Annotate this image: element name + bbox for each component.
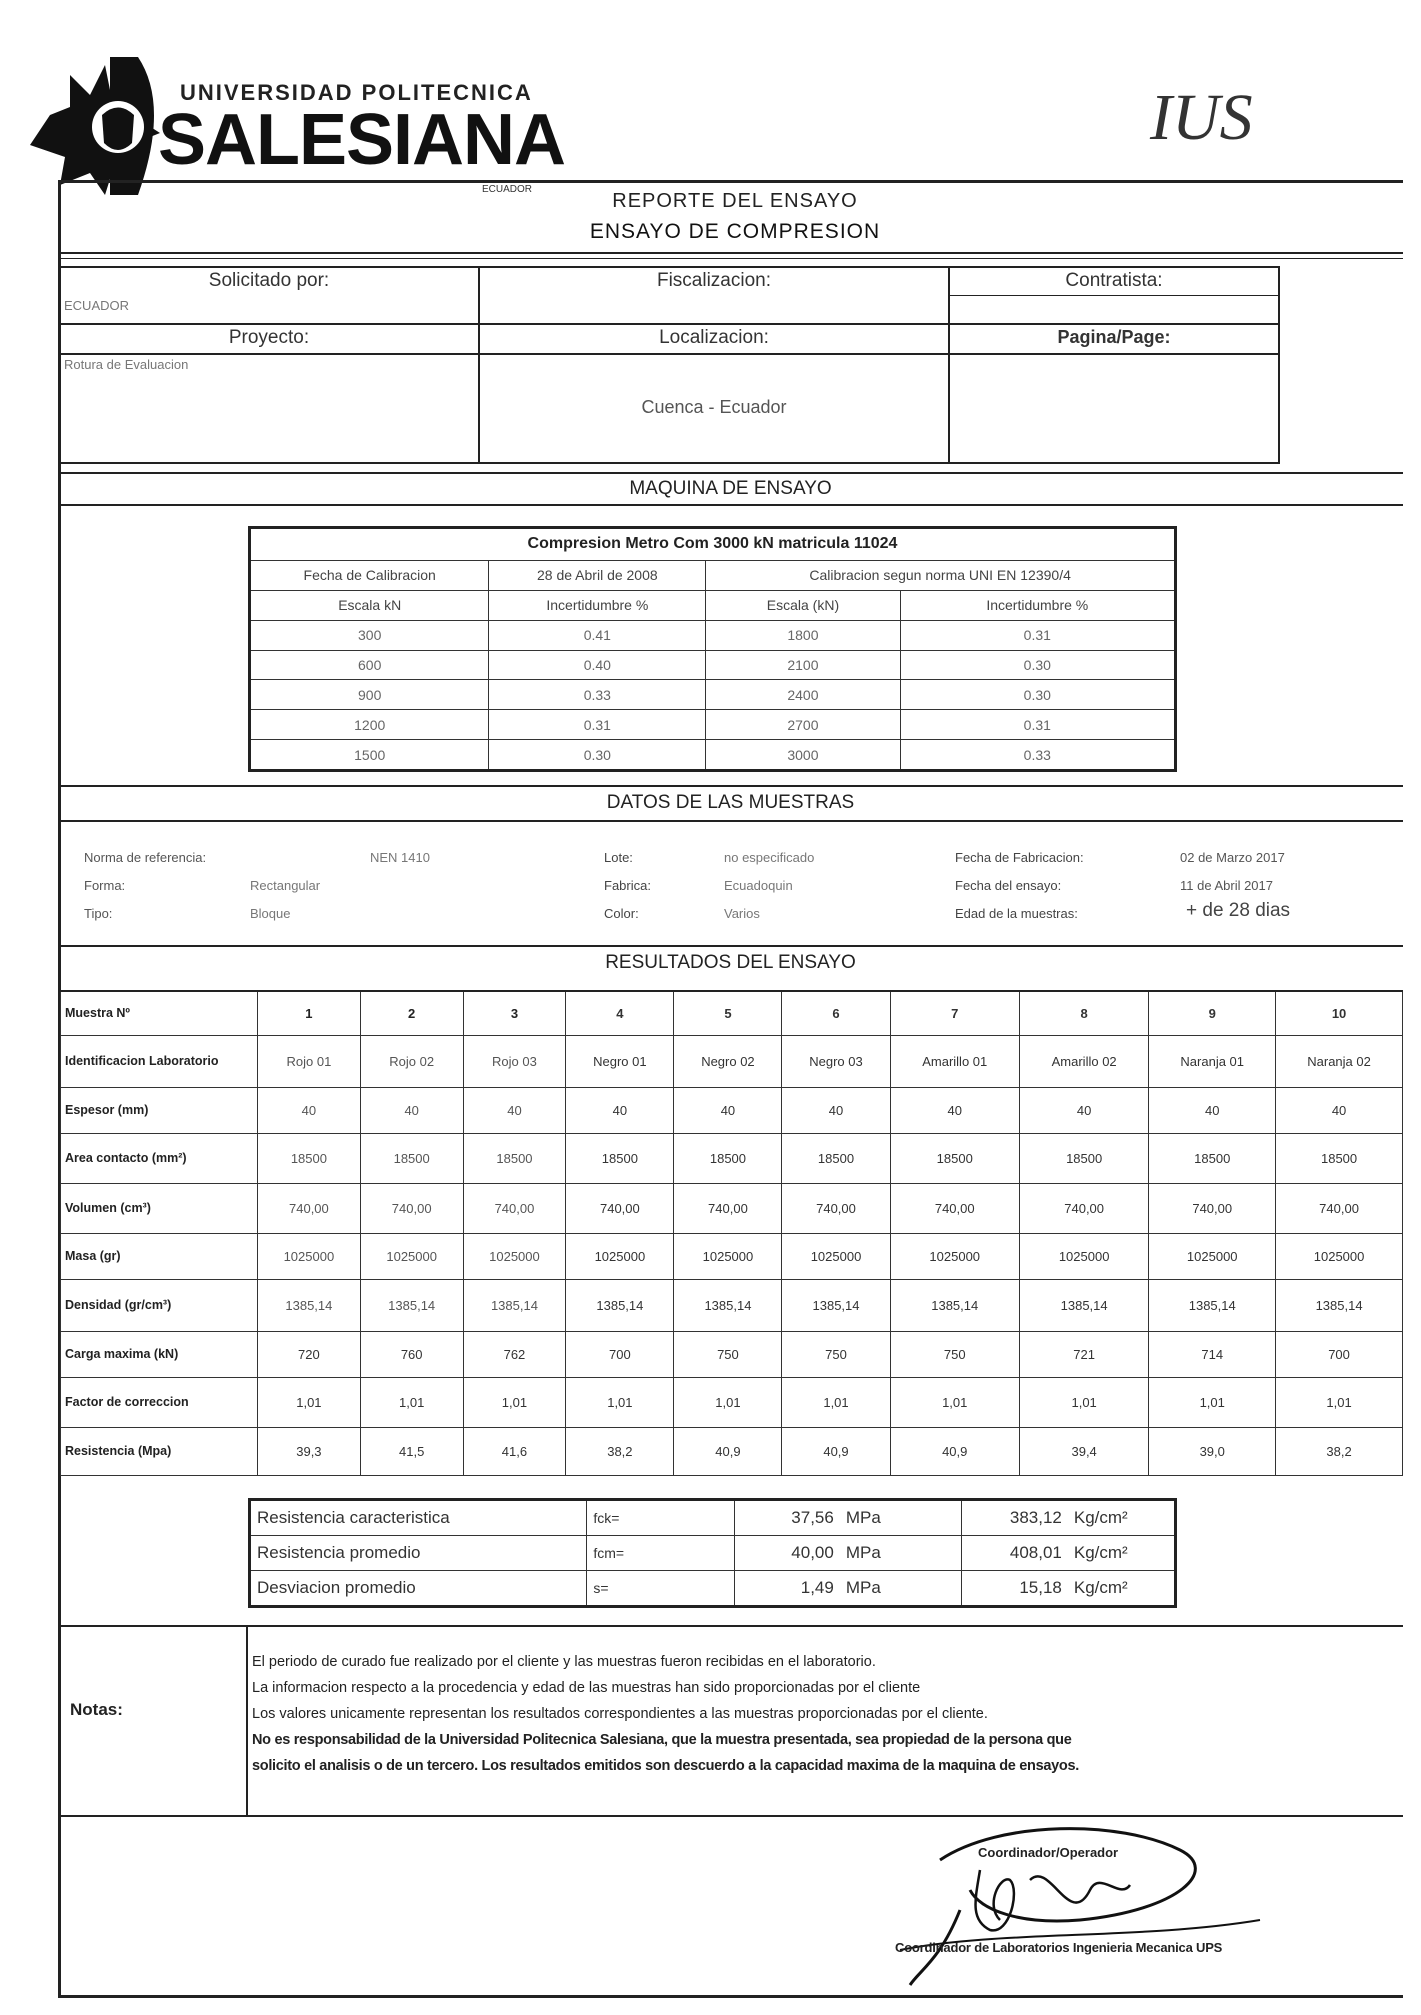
cal-cell: 300 [250, 620, 489, 650]
results-row-label: Masa (gr) [61, 1233, 258, 1279]
results-cell: Negro 02 [674, 1035, 782, 1087]
results-cell: 18500 [360, 1133, 463, 1183]
results-cell: 762 [463, 1331, 566, 1377]
results-cell: 740,00 [782, 1183, 890, 1233]
results-cell: 720 [258, 1331, 361, 1377]
proyecto-label: Proyecto: [228, 327, 310, 348]
notes-line: El periodo de curado fue realizado por el cliente y las muestras fueron recibidas en el laboratorio. [252, 1654, 876, 1670]
results-cell: 40 [890, 1087, 1019, 1133]
fecha-fabricacion-value: 02 de Marzo 2017 [1180, 850, 1285, 865]
results-cell: 750 [674, 1331, 782, 1377]
cal-cell: 900 [250, 680, 489, 710]
col-incert-left: Incertidumbre % [489, 590, 706, 620]
lote-label: Lote: [604, 850, 633, 865]
cal-cell: 2700 [706, 710, 900, 740]
results-cell: 40 [1149, 1087, 1276, 1133]
summary-kg-unit: Kg/cm² [1068, 1571, 1176, 1607]
results-row [61, 1427, 1403, 1475]
summary-mpa: 37,56 [735, 1500, 840, 1536]
results-row [61, 1183, 1403, 1233]
results-cell: 2 [360, 991, 463, 1035]
results-cell: 1,01 [258, 1377, 361, 1427]
edad-label: Edad de la muestras: [955, 906, 1078, 921]
results-row-label: Muestra Nº [61, 991, 258, 1035]
results-cell: 1,01 [1276, 1377, 1403, 1427]
fecha-ensayo-label: Fecha del ensayo: [955, 878, 1062, 893]
fiscalizacion-label: Fiscalizacion: [656, 270, 772, 291]
results-cell: 1385,14 [1019, 1279, 1148, 1331]
results-cell: 740,00 [674, 1183, 782, 1233]
lote-value: no especificado [724, 850, 815, 865]
results-cell: 1025000 [258, 1233, 361, 1279]
report-title: REPORTE DEL ENSAYO [612, 190, 858, 212]
results-cell: 1,01 [890, 1377, 1019, 1427]
summary-mpa-unit: MPa [840, 1571, 962, 1607]
summary-table [248, 1498, 1177, 1608]
calibration-row [250, 650, 1176, 680]
summary-row [250, 1571, 1176, 1607]
calibration-row [250, 680, 1176, 710]
fabrica-value: Ecuadoquin [724, 878, 793, 893]
results-cell: 714 [1149, 1331, 1276, 1377]
university-name-main: SALESIANA [158, 100, 566, 180]
forma-value: Rectangular [250, 878, 321, 893]
results-cell: 18500 [890, 1133, 1019, 1183]
summary-symbol: fcm= [587, 1536, 735, 1571]
results-cell: 38,2 [566, 1427, 674, 1475]
results-cell: 1385,14 [1149, 1279, 1276, 1331]
machine-section-title: MAQUINA DE ENSAYO [629, 478, 832, 499]
results-cell: 740,00 [258, 1183, 361, 1233]
university-name-top: UNIVERSIDAD POLITECNICA [180, 80, 533, 105]
results-cell: 740,00 [360, 1183, 463, 1233]
summary-kg: 383,12 [961, 1500, 1067, 1536]
summary-label: Resistencia promedio [250, 1536, 587, 1571]
cal-cell: 600 [250, 650, 489, 680]
results-cell: Amarillo 01 [890, 1035, 1019, 1087]
results-cell: 3 [463, 991, 566, 1035]
summary-row [250, 1536, 1176, 1571]
results-cell: 700 [1276, 1331, 1403, 1377]
cal-cell: 1500 [250, 740, 489, 771]
results-cell: 40 [1019, 1087, 1148, 1133]
results-row-label: Identificacion Laboratorio [61, 1035, 258, 1087]
cal-cell: 0.41 [489, 620, 706, 650]
cal-cell: 2100 [706, 650, 900, 680]
notes-line: No es responsabilidad de la Universidad Politecnica Salesiana, que la muestra presentada, sea propiedad de la persona que [252, 1732, 1072, 1748]
summary-kg: 15,18 [961, 1571, 1067, 1607]
color-label: Color: [604, 906, 639, 921]
results-row [61, 1035, 1403, 1087]
summary-mpa: 1,49 [735, 1571, 840, 1607]
results-row-label: Resistencia (Mpa) [61, 1427, 258, 1475]
results-cell: 1,01 [360, 1377, 463, 1427]
results-cell: 740,00 [1276, 1183, 1403, 1233]
results-cell: 6 [782, 991, 890, 1035]
results-row [61, 1087, 1403, 1133]
results-section-title: RESULTADOS DEL ENSAYO [605, 952, 856, 973]
report-subtitle: ENSAYO DE COMPRESION [589, 220, 881, 243]
results-cell: Rojo 02 [360, 1035, 463, 1087]
color-value: Varios [724, 906, 760, 921]
results-cell: 740,00 [1019, 1183, 1148, 1233]
results-cell: 18500 [1149, 1133, 1276, 1183]
results-cell: 1025000 [1019, 1233, 1148, 1279]
summary-kg-unit: Kg/cm² [1068, 1500, 1176, 1536]
results-cell: 1385,14 [674, 1279, 782, 1331]
results-row [61, 1233, 1403, 1279]
col-escala-right: Escala (kN) [706, 590, 900, 620]
tipo-value: Bloque [250, 906, 291, 921]
signature-role-bottom: Coordinador de Laboratorios Ingenieria Mecanica UPS [895, 1940, 1223, 1955]
notes-line: solicito el analisis o de un tercero. Los resultados emitidos son descuerdo a la capacidad maxima de la maquina de ensayos. [252, 1758, 1079, 1774]
results-cell: 760 [360, 1331, 463, 1377]
results-cell: 40,9 [782, 1427, 890, 1475]
results-cell: Naranja 01 [1149, 1035, 1276, 1087]
results-cell: 1025000 [463, 1233, 566, 1279]
results-cell: 18500 [566, 1133, 674, 1183]
results-cell: 9 [1149, 991, 1276, 1035]
results-cell: 10 [1276, 991, 1403, 1035]
results-cell: 1,01 [1149, 1377, 1276, 1427]
fecha-ensayo-value: 11 de Abril 2017 [1180, 878, 1273, 893]
results-cell: 39,0 [1149, 1427, 1276, 1475]
contratista-label: Contratista: [1065, 270, 1163, 291]
cal-cell: 0.30 [900, 650, 1175, 680]
cal-cell: 0.30 [900, 680, 1175, 710]
results-cell: Amarillo 02 [1019, 1035, 1148, 1087]
results-cell: 18500 [1019, 1133, 1148, 1183]
results-row-label: Factor de correccion [61, 1377, 258, 1427]
results-cell: 1385,14 [890, 1279, 1019, 1331]
results-cell: 1385,14 [360, 1279, 463, 1331]
tipo-label: Tipo: [84, 906, 113, 921]
results-cell: 1,01 [1019, 1377, 1148, 1427]
results-cell: 1025000 [674, 1233, 782, 1279]
results-row [61, 1133, 1403, 1183]
cal-cell: 2400 [706, 680, 900, 710]
summary-kg: 408,01 [961, 1536, 1067, 1571]
col-escala-left: Escala kN [250, 590, 489, 620]
results-cell: 41,5 [360, 1427, 463, 1475]
results-cell: 1025000 [360, 1233, 463, 1279]
results-row-label: Densidad (gr/cm³) [61, 1279, 258, 1331]
results-cell: 740,00 [1149, 1183, 1276, 1233]
fecha-calibracion-value: 28 de Abril de 2008 [489, 560, 706, 590]
results-cell: 721 [1019, 1331, 1148, 1377]
cal-cell: 0.33 [489, 680, 706, 710]
results-cell: 5 [674, 991, 782, 1035]
results-cell: 1025000 [1149, 1233, 1276, 1279]
cal-cell: 0.31 [900, 710, 1175, 740]
summary-symbol: fck= [587, 1500, 735, 1536]
results-row-label: Carga maxima (kN) [61, 1331, 258, 1377]
norma-label: Norma de referencia: [84, 850, 207, 865]
cal-cell: 0.30 [489, 740, 706, 771]
results-cell: 750 [890, 1331, 1019, 1377]
cal-cell: 0.31 [489, 710, 706, 740]
norma-value: NEN 1410 [370, 850, 430, 865]
results-cell: Rojo 01 [258, 1035, 361, 1087]
proyecto-value: Rotura de Evaluacion [64, 357, 189, 372]
solicitado-value: ECUADOR [64, 298, 130, 313]
results-cell: 1025000 [890, 1233, 1019, 1279]
notes-label: Notas: [70, 1700, 123, 1719]
results-cell: 4 [566, 991, 674, 1035]
samples-section-title: DATOS DE LAS MUESTRAS [606, 792, 855, 813]
signature-role-top: Coordinador/Operador [978, 1845, 1119, 1860]
calibration-row [250, 710, 1176, 740]
results-cell: 18500 [674, 1133, 782, 1183]
results-cell: 1025000 [566, 1233, 674, 1279]
results-row-label: Espesor (mm) [61, 1087, 258, 1133]
handwritten-signature [880, 1800, 1300, 1990]
summary-mpa: 40,00 [735, 1536, 840, 1571]
results-cell: 1 [258, 991, 361, 1035]
calibration-row [250, 740, 1176, 771]
results-cell: 1,01 [782, 1377, 890, 1427]
fecha-fabricacion-label: Fecha de Fabricacion: [955, 850, 1084, 865]
results-cell: 18500 [463, 1133, 566, 1183]
results-cell: 40 [463, 1087, 566, 1133]
country-label: ECUADOR [482, 184, 533, 195]
results-cell: 740,00 [890, 1183, 1019, 1233]
results-cell: 1385,14 [566, 1279, 674, 1331]
results-cell: 740,00 [463, 1183, 566, 1233]
summary-mpa-unit: MPa [840, 1500, 962, 1536]
pagina-label: Pagina/Page: [1057, 327, 1171, 347]
results-cell: Rojo 03 [463, 1035, 566, 1087]
results-table [60, 990, 1403, 1476]
calibration-row [250, 620, 1176, 650]
results-cell: 1385,14 [258, 1279, 361, 1331]
results-cell: 18500 [1276, 1133, 1403, 1183]
col-incert-right: Incertidumbre % [900, 590, 1175, 620]
results-cell: 1,01 [566, 1377, 674, 1427]
results-cell: 1385,14 [463, 1279, 566, 1331]
cal-cell: 0.33 [900, 740, 1175, 771]
results-cell: 40 [1276, 1087, 1403, 1133]
results-cell: 39,3 [258, 1427, 361, 1475]
results-cell: 1025000 [782, 1233, 890, 1279]
results-cell: 1025000 [1276, 1233, 1403, 1279]
results-row [61, 1279, 1403, 1331]
ius-logo: IUS [1150, 81, 1253, 154]
results-cell: 41,6 [463, 1427, 566, 1475]
fabrica-label: Fabrica: [604, 878, 651, 893]
results-cell: Naranja 02 [1276, 1035, 1403, 1087]
cal-cell: 0.31 [900, 620, 1175, 650]
results-cell: 40 [566, 1087, 674, 1133]
solicitado-label: Solicitado por: [208, 270, 330, 291]
cal-cell: 1200 [250, 710, 489, 740]
results-row [61, 1377, 1403, 1427]
summary-label: Resistencia caracteristica [250, 1500, 587, 1536]
notes-line: Los valores unicamente representan los resultados correspondientes a las muestras proporcionadas por el cliente. [252, 1706, 988, 1722]
results-cell: 40,9 [890, 1427, 1019, 1475]
results-row [61, 1331, 1403, 1377]
results-cell: 40 [258, 1087, 361, 1133]
summary-kg-unit: Kg/cm² [1068, 1536, 1176, 1571]
results-cell: Negro 03 [782, 1035, 890, 1087]
results-cell: 1,01 [674, 1377, 782, 1427]
notes-line: La informacion respecto a la procedencia y edad de las muestras han sido proporcionadas por el cliente [252, 1680, 921, 1696]
calibration-table-title: Compresion Metro Com 3000 kN matricula 11024 [250, 528, 1176, 561]
results-cell: 18500 [258, 1133, 361, 1183]
summary-symbol: s= [587, 1571, 735, 1607]
localizacion-value: Cuenca - Ecuador [641, 397, 787, 417]
results-cell: 740,00 [566, 1183, 674, 1233]
edad-value: + de 28 dias [1186, 900, 1291, 921]
summary-row [250, 1500, 1176, 1536]
results-cell: Negro 01 [566, 1035, 674, 1087]
results-cell: 1385,14 [782, 1279, 890, 1331]
cal-cell: 0.40 [489, 650, 706, 680]
localizacion-label: Localizacion: [659, 327, 769, 348]
results-cell: 40 [674, 1087, 782, 1133]
calibration-table [248, 526, 1177, 772]
results-cell: 38,2 [1276, 1427, 1403, 1475]
results-cell: 7 [890, 991, 1019, 1035]
results-cell: 1385,14 [1276, 1279, 1403, 1331]
results-cell: 8 [1019, 991, 1148, 1035]
results-cell: 750 [782, 1331, 890, 1377]
results-cell: 40 [782, 1087, 890, 1133]
results-row-label: Volumen (cm³) [61, 1183, 258, 1233]
results-row [61, 991, 1403, 1035]
calibration-norm: Calibracion segun norma UNI EN 12390/4 [706, 560, 1176, 590]
results-cell: 39,4 [1019, 1427, 1148, 1475]
results-cell: 700 [566, 1331, 674, 1377]
results-cell: 18500 [782, 1133, 890, 1183]
results-cell: 1,01 [463, 1377, 566, 1427]
results-cell: 40 [360, 1087, 463, 1133]
summary-mpa-unit: MPa [840, 1536, 962, 1571]
results-cell: 40,9 [674, 1427, 782, 1475]
fecha-calibracion-label: Fecha de Calibracion [250, 560, 489, 590]
cal-cell: 1800 [706, 620, 900, 650]
summary-label: Desviacion promedio [250, 1571, 587, 1607]
forma-label: Forma: [84, 878, 126, 893]
results-row-label: Area contacto (mm²) [61, 1133, 258, 1183]
cal-cell: 3000 [706, 740, 900, 771]
